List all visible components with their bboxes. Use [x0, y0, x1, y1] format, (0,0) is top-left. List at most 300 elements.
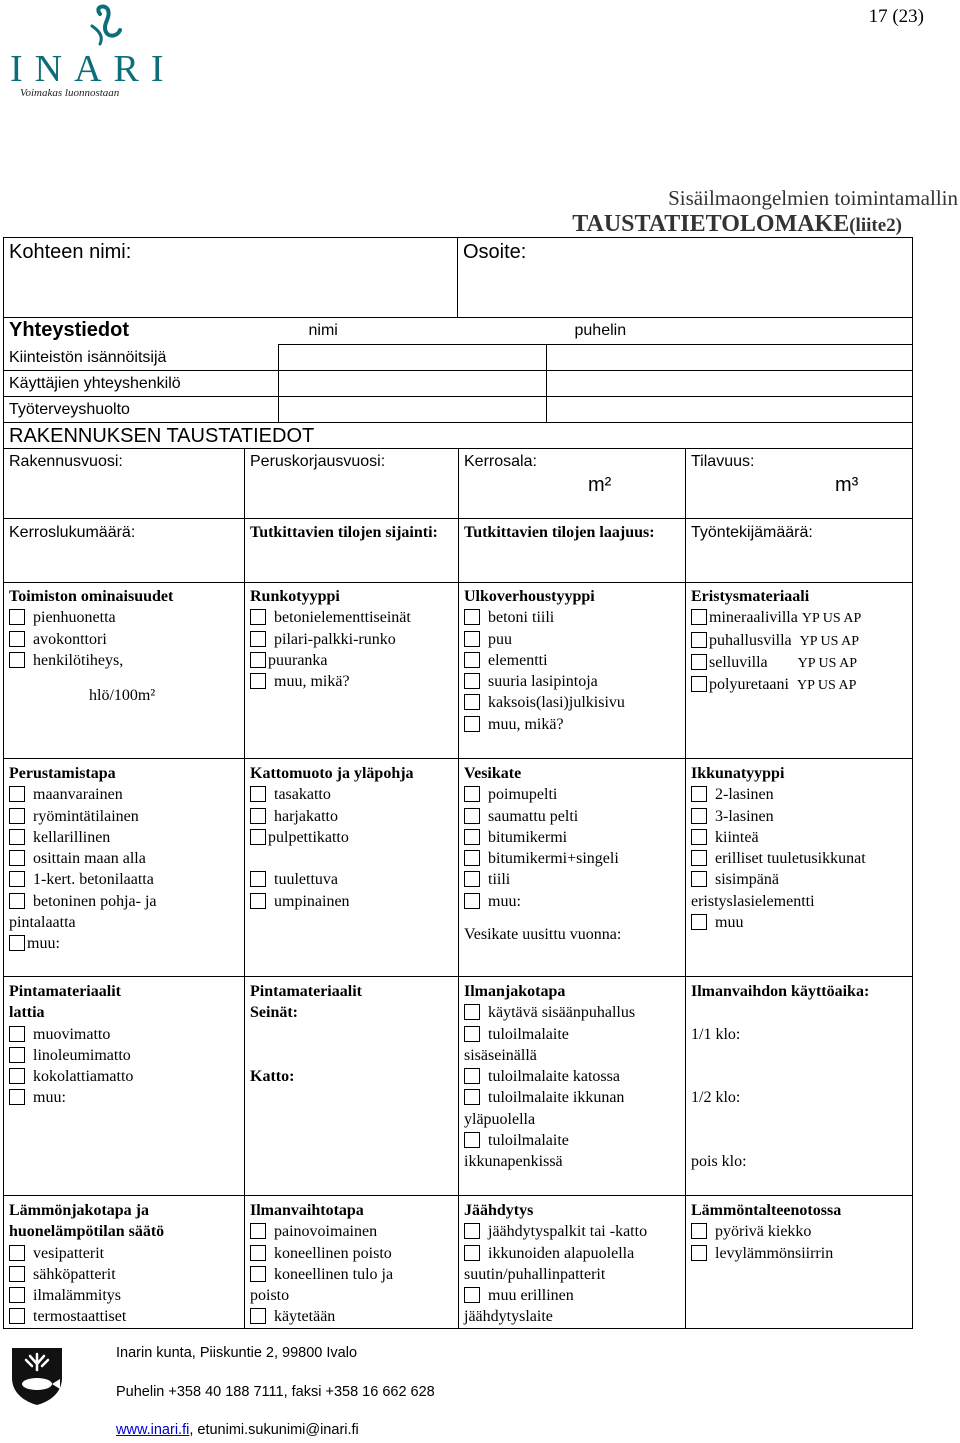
- osoite-cell[interactable]: [458, 238, 913, 318]
- checkbox-icon[interactable]: [9, 786, 25, 802]
- pintalattia-cell: [4, 977, 245, 1196]
- option-label: tuloilmalaite: [488, 1132, 569, 1150]
- checkbox-icon[interactable]: [464, 893, 480, 909]
- checkbox-icon[interactable]: [691, 871, 707, 887]
- option-label: betoninen pohja- ja: [33, 892, 157, 910]
- checkbox-option[interactable]: [464, 714, 680, 735]
- checkbox-icon[interactable]: [691, 786, 707, 802]
- option-label-cont: ikkunapenkissä: [464, 1153, 563, 1171]
- option-label: puuranka: [268, 651, 328, 669]
- checkbox-option[interactable]: [691, 652, 907, 674]
- option-label: elementti: [488, 651, 548, 669]
- pintaseina-cell[interactable]: [245, 977, 459, 1196]
- option-label: ryömintätilainen: [33, 807, 139, 825]
- contacts-col-phone: [547, 318, 913, 345]
- option-label: saumattu pelti: [488, 807, 579, 825]
- checkbox-icon[interactable]: [9, 609, 25, 625]
- checkbox-icon[interactable]: [691, 1245, 707, 1261]
- checkbox-option[interactable]: [250, 629, 453, 650]
- option-label: pilari-palkki-runko: [274, 630, 396, 648]
- footer-web-link[interactable]: www.inari.fi: [116, 1422, 190, 1438]
- option-label: muu, mikä?: [274, 673, 350, 691]
- option-label: levylämmönsiirrin: [715, 1244, 834, 1262]
- option-label: koneellinen poisto: [274, 1244, 392, 1262]
- perustamistapa-title: Perustamistapa: [9, 765, 116, 782]
- pintalattia-title: Pintamateriaalit: [9, 983, 121, 1000]
- lammonjako-title: Lämmönjakotapa ja: [9, 1202, 150, 1219]
- pintalattia-subtitle: lattia: [9, 1004, 45, 1022]
- contact-name-field[interactable]: [279, 371, 547, 397]
- checkbox-icon[interactable]: [250, 1223, 266, 1239]
- checkbox-icon[interactable]: [250, 1308, 266, 1324]
- contacts-col-name: [279, 318, 547, 345]
- contacts-table: [3, 317, 913, 423]
- checkbox-icon[interactable]: [250, 808, 266, 824]
- checkbox-icon[interactable]: [9, 850, 25, 866]
- option-label: suuria lasipintoja: [488, 673, 598, 691]
- checkbox-icon[interactable]: [464, 1223, 480, 1239]
- checkbox-option[interactable]: [691, 630, 907, 652]
- form-title: [572, 211, 902, 238]
- contact-phone-field[interactable]: [547, 345, 913, 371]
- checkbox-icon[interactable]: [9, 1068, 25, 1084]
- form-subtitle: Sisäilmaongelmien toimintamallin: [668, 186, 958, 210]
- checkbox-option[interactable]: [464, 1024, 680, 1045]
- ilmanvaihtoaika-title: Ilmanvaihdon käyttöaika:: [691, 983, 870, 1000]
- checkbox-option[interactable]: [250, 1243, 453, 1264]
- checkbox-icon[interactable]: [9, 871, 25, 887]
- checkbox-option[interactable]: [9, 848, 239, 869]
- option-label: pyörivä kiekko: [715, 1223, 812, 1241]
- option-label-cont: pintalaatta: [9, 914, 76, 932]
- checkbox-option[interactable]: [464, 784, 680, 805]
- runko-title: Runkotyyppi: [250, 588, 340, 605]
- col-phone-label: puhelin: [574, 322, 627, 339]
- option-label: muu:: [488, 892, 521, 910]
- checkbox-icon[interactable]: [250, 609, 266, 625]
- option-label: erilliset tuuletusikkunat: [715, 850, 866, 868]
- checkbox-option[interactable]: [464, 848, 680, 869]
- checkbox-option[interactable]: [9, 891, 239, 912]
- runko-cell: [245, 583, 459, 759]
- option-label: painovoimainen: [274, 1223, 378, 1241]
- checkbox-option[interactable]: [464, 1285, 680, 1306]
- lammontalteenotto-title: Lämmöntalteenotossa: [691, 1202, 842, 1219]
- checkbox-icon[interactable]: [464, 1245, 480, 1261]
- form-title-main: TAUSTATIETOLOMAKE: [572, 211, 850, 237]
- ilmanvaihto-title: Ilmanvaihtotapa: [250, 1202, 364, 1219]
- option-label: muu, mikä?: [488, 715, 564, 733]
- checkbox-option[interactable]: [464, 827, 680, 848]
- option-label: tuloilmalaite katossa: [488, 1068, 620, 1086]
- option-label: betonielementtiseinät: [274, 609, 411, 627]
- checkbox-option[interactable]: [250, 607, 453, 628]
- lammonjako-cell: [4, 1196, 245, 1329]
- checkbox-icon[interactable]: [250, 1266, 266, 1282]
- checkbox-option[interactable]: [9, 1285, 239, 1306]
- checkbox-icon[interactable]: [250, 1245, 266, 1261]
- option-label: polyuretaani: [709, 676, 789, 694]
- rakennusvuosi-cell[interactable]: [4, 449, 245, 519]
- checkbox-icon[interactable]: [9, 1287, 25, 1303]
- eristys-cell: [686, 583, 913, 759]
- schedule-half-label: 1/2 klo:: [691, 1089, 741, 1107]
- sijainti-label: Tutkittavien tilojen sijainti:: [250, 524, 438, 541]
- tilavuus-label: Tilavuus:: [691, 453, 755, 470]
- checkbox-option[interactable]: [9, 1066, 239, 1087]
- checkbox-icon[interactable]: [464, 694, 480, 710]
- checkbox-option[interactable]: [250, 806, 453, 827]
- tyontekijamaara-cell[interactable]: [686, 519, 913, 583]
- checkbox-option[interactable]: [9, 784, 239, 805]
- checkbox-icon[interactable]: [9, 893, 25, 909]
- kerrosala-cell[interactable]: [459, 449, 686, 519]
- checkbox-icon[interactable]: [250, 829, 266, 845]
- option-label: käytävä sisäänpuhallus: [488, 1004, 636, 1022]
- checkbox-icon[interactable]: [9, 808, 25, 824]
- checkbox-option[interactable]: [250, 1306, 453, 1327]
- checkbox-option[interactable]: [250, 1264, 453, 1285]
- checkbox-option[interactable]: [9, 1045, 239, 1066]
- option-label: 2-lasinen: [715, 786, 774, 804]
- checkbox-icon[interactable]: [9, 631, 25, 647]
- kerroslukumaara-cell[interactable]: [4, 519, 245, 583]
- checkbox-icon[interactable]: [464, 673, 480, 689]
- option-label: harjakatto: [274, 807, 338, 825]
- checkbox-option[interactable]: [9, 1306, 239, 1327]
- contact-row-label: [4, 371, 279, 397]
- checkbox-option[interactable]: [9, 933, 239, 954]
- checkbox-icon[interactable]: [9, 935, 25, 951]
- checkbox-icon[interactable]: [464, 1089, 480, 1105]
- option-label: käytetään: [274, 1308, 336, 1326]
- contacts-heading-cell: [4, 318, 279, 345]
- checkbox-icon[interactable]: [464, 850, 480, 866]
- perustamistapa-cell: [4, 759, 245, 977]
- checkbox-icon[interactable]: [9, 1308, 25, 1324]
- henkilotiheys-unit: hlö/100m²: [89, 687, 156, 705]
- option-label-cont: jäähdytyslaite: [464, 1308, 553, 1326]
- option-label-cont: suutin/puhallinpatterit: [464, 1265, 606, 1283]
- option-label-cont: yläpuolella: [464, 1110, 536, 1128]
- peruskorjausvuosi-label: Peruskorjausvuosi:: [250, 453, 386, 470]
- option-label: linoleumimatto: [33, 1046, 131, 1064]
- checkbox-option[interactable]: [691, 806, 907, 827]
- checkbox-icon[interactable]: [464, 1132, 480, 1148]
- option-label: tuloilmalaite ikkunan: [488, 1089, 625, 1107]
- checkbox-icon[interactable]: [691, 914, 707, 930]
- tilavuus-cell[interactable]: [686, 449, 913, 519]
- checkbox-icon[interactable]: [691, 609, 707, 625]
- checkbox-icon[interactable]: [464, 1004, 480, 1020]
- option-label: termostaattiset: [33, 1308, 127, 1326]
- checkbox-icon[interactable]: [691, 1223, 707, 1239]
- row-tyoterveys: Työterveyshuolto: [9, 401, 130, 418]
- checkbox-option[interactable]: [9, 1243, 239, 1264]
- checkbox-icon[interactable]: [464, 1068, 480, 1084]
- checkbox-icon[interactable]: [250, 786, 266, 802]
- checkbox-option[interactable]: [691, 1243, 907, 1264]
- option-label: avokonttori: [33, 630, 107, 648]
- katto-title: Kattomuoto ja yläpohja: [250, 765, 414, 782]
- checkbox-icon[interactable]: [250, 631, 266, 647]
- option-label: ilmalämmitys: [33, 1287, 121, 1305]
- option-label: ikkunoiden alapuolella: [488, 1244, 635, 1262]
- checkbox-icon[interactable]: [464, 631, 480, 647]
- lammontalteenotto-cell: [686, 1196, 913, 1329]
- checkbox-option[interactable]: [464, 806, 680, 827]
- option-label: sähköpatterit: [33, 1265, 116, 1283]
- checkbox-icon[interactable]: [9, 1266, 25, 1282]
- page-number: 17 (23): [868, 6, 924, 27]
- checkbox-icon[interactable]: [250, 652, 266, 668]
- ilmanvaihto-cell: [245, 1196, 459, 1329]
- seinat-label: Seinät:: [250, 1004, 298, 1022]
- peruskorjausvuosi-cell[interactable]: [245, 449, 459, 519]
- yp-us-ap-options[interactable]: YP US AP: [797, 655, 858, 671]
- m2-unit: m²: [588, 474, 612, 496]
- checkbox-icon[interactable]: [250, 893, 266, 909]
- option-label: poimupelti: [488, 786, 558, 804]
- checkbox-icon[interactable]: [464, 871, 480, 887]
- checkbox-option[interactable]: [9, 806, 239, 827]
- checkbox-option[interactable]: [250, 891, 453, 912]
- checkbox-option[interactable]: [691, 827, 907, 848]
- checkbox-icon[interactable]: [464, 1287, 480, 1303]
- option-label: bitumikermi+singeli: [488, 850, 619, 868]
- option-label: muovimatto: [33, 1025, 111, 1043]
- checkbox-option[interactable]: [464, 1002, 680, 1023]
- target-table: [3, 237, 913, 318]
- kerrosala-label: Kerrosala:: [464, 453, 537, 470]
- option-label: muu erillinen: [488, 1287, 574, 1305]
- form-title-suffix: (liite2): [849, 215, 902, 236]
- katto-cell: [245, 759, 459, 977]
- checkbox-icon[interactable]: [464, 829, 480, 845]
- ulkoverhous-title: Ulkoverhoustyyppi: [464, 588, 595, 605]
- ilmanjako-title: Ilmanjakotapa: [464, 983, 566, 1000]
- lammonjako-title-cont: huonelämpötilan säätö: [9, 1223, 165, 1241]
- logo-wordmark: INARI: [10, 48, 176, 90]
- pintaseina-title: Pintamateriaalit: [250, 983, 362, 1000]
- checkbox-option[interactable]: [691, 848, 907, 869]
- osoite-label: Osoite:: [463, 241, 527, 263]
- option-label: kaksois(lasi)julkisivu: [488, 694, 625, 712]
- contact-name-field[interactable]: [279, 345, 547, 371]
- logo-slogan: Voimakas luonnostaan: [20, 87, 120, 96]
- rakennusvuosi-label: Rakennusvuosi:: [9, 453, 123, 470]
- kohde-cell[interactable]: [4, 238, 458, 318]
- option-label: bitumikermi: [488, 828, 568, 846]
- checkbox-option[interactable]: [9, 650, 239, 671]
- option-label: betoni tiili: [488, 609, 555, 627]
- checkbox-icon[interactable]: [250, 673, 266, 689]
- checkbox-option[interactable]: [464, 650, 680, 671]
- option-label: muu:: [27, 935, 60, 953]
- option-label: kellarillinen: [33, 828, 111, 846]
- checkbox-option[interactable]: [250, 1221, 453, 1242]
- option-label: puhallusvilla: [709, 631, 792, 649]
- col-name-label: nimi: [308, 322, 338, 339]
- ilmanvaihtoaika-cell[interactable]: [686, 977, 913, 1196]
- checkbox-option[interactable]: [464, 1243, 680, 1264]
- building-heading-cell: [4, 423, 913, 449]
- option-label-cont: eristyslasielementti: [691, 892, 815, 910]
- jaahdytys-cell: [459, 1196, 686, 1329]
- checkbox-option[interactable]: [9, 827, 239, 848]
- checkbox-option[interactable]: [9, 1264, 239, 1285]
- inari-logo: [8, 4, 188, 96]
- vesikate-cell: [459, 759, 686, 977]
- option-label: muu:: [33, 1089, 66, 1107]
- checkbox-option[interactable]: [691, 869, 907, 890]
- checkbox-option[interactable]: [9, 1087, 239, 1108]
- yp-us-ap-options[interactable]: YP US AP: [799, 633, 860, 649]
- option-label-cont: sisäseinällä: [464, 1046, 537, 1064]
- checkbox-option[interactable]: [9, 629, 239, 650]
- footer-phone: Puhelin +358 40 188 7111, faksi +358 16 662 628: [116, 1384, 435, 1400]
- checkbox-icon[interactable]: [9, 1047, 25, 1063]
- option-label: henkilötiheys,: [33, 651, 124, 669]
- contact-phone-field[interactable]: [547, 371, 913, 397]
- row-isannoitsija: Kiinteistön isännöitsijä: [9, 348, 167, 366]
- option-label: 3-lasinen: [715, 807, 774, 825]
- checkbox-option[interactable]: [464, 692, 680, 713]
- ulkoverhous-cell: [459, 583, 686, 759]
- checkbox-icon[interactable]: [464, 808, 480, 824]
- checkbox-option[interactable]: [464, 671, 680, 692]
- option-label: pienhuonetta: [33, 609, 116, 627]
- vesikate-uusittu-label: Vesikate uusittu vuonna:: [464, 926, 622, 944]
- schedule-off-label: pois klo:: [691, 1153, 747, 1171]
- checkbox-icon[interactable]: [9, 1245, 25, 1261]
- inari-crest-icon: [8, 1344, 66, 1406]
- checkbox-option[interactable]: [250, 671, 453, 692]
- checkbox-icon[interactable]: [9, 1026, 25, 1042]
- checkbox-icon[interactable]: [9, 829, 25, 845]
- checkbox-icon[interactable]: [691, 632, 707, 648]
- checkbox-option[interactable]: [464, 607, 680, 628]
- option-label: tasakatto: [274, 786, 331, 804]
- checkbox-option[interactable]: [691, 784, 907, 805]
- jaahdytys-title: Jäähdytys: [464, 1202, 534, 1219]
- checkbox-option[interactable]: [9, 869, 239, 890]
- option-label: selluvilla: [709, 653, 768, 671]
- contact-row-label: [4, 397, 279, 423]
- option-label: pulpettikatto: [268, 828, 349, 846]
- option-label: osittain maan alla: [33, 850, 146, 868]
- schedule-full-label: 1/1 klo:: [691, 1025, 741, 1043]
- checkbox-icon[interactable]: [250, 871, 266, 887]
- option-label: jäähdytyspalkit tai -katto: [488, 1223, 648, 1241]
- option-label: kiinteä: [715, 828, 759, 846]
- checkbox-icon[interactable]: [691, 654, 707, 670]
- footer-contact: [116, 1422, 359, 1438]
- checkbox-option[interactable]: [691, 1221, 907, 1242]
- ikkuna-title: Ikkunatyyppi: [691, 765, 785, 782]
- option-label: umpinainen: [274, 892, 350, 910]
- checkbox-option[interactable]: [464, 1130, 680, 1151]
- toimisto-title: Toimiston ominaisuudet: [9, 588, 174, 605]
- tyontekijamaara-label: Työntekijämäärä:: [691, 524, 813, 541]
- option-label-cont: poisto: [250, 1287, 290, 1305]
- option-label: puu: [488, 630, 512, 648]
- toimisto-cell: [4, 583, 245, 759]
- checkbox-option[interactable]: [691, 607, 907, 629]
- katto-label: Katto:: [250, 1068, 295, 1086]
- option-label: tuloilmalaite: [488, 1025, 569, 1043]
- ikkuna-cell: [686, 759, 913, 977]
- checkbox-option[interactable]: [464, 869, 680, 890]
- option-label: tiili: [488, 871, 511, 889]
- checkbox-option[interactable]: [250, 827, 453, 848]
- checkbox-icon[interactable]: [691, 808, 707, 824]
- checkbox-option[interactable]: [691, 912, 907, 933]
- contacts-heading: Yhteystiedot: [9, 319, 130, 341]
- checkbox-option[interactable]: [464, 891, 680, 912]
- checkbox-icon[interactable]: [9, 1089, 25, 1105]
- checkbox-option[interactable]: [250, 650, 453, 671]
- yp-us-ap-options[interactable]: YP US AP: [796, 678, 857, 694]
- row-yhteyshenkilo: Käyttäjien yhteyshenkilö: [9, 375, 181, 392]
- checkbox-option[interactable]: [464, 1221, 680, 1242]
- option-label: tuulettuva: [274, 871, 338, 889]
- checkbox-icon[interactable]: [691, 850, 707, 866]
- option-label: sisimpänä: [715, 871, 779, 889]
- checkbox-option[interactable]: [9, 607, 239, 628]
- checkbox-icon[interactable]: [464, 652, 480, 668]
- checkbox-option[interactable]: [464, 1066, 680, 1087]
- option-label: maanvarainen: [33, 786, 123, 804]
- checkbox-option[interactable]: [250, 869, 453, 890]
- footer-address: Inarin kunta, Piiskuntie 2, 99800 Ivalo: [116, 1345, 358, 1361]
- building-heading: RAKENNUKSEN TAUSTATIEDOT: [9, 425, 315, 447]
- yp-us-ap-options[interactable]: YP US AP: [801, 611, 862, 627]
- checkbox-icon[interactable]: [464, 1026, 480, 1042]
- m3-unit: m³: [835, 474, 859, 496]
- option-label: muu: [715, 914, 744, 932]
- contact-name-field[interactable]: [279, 397, 547, 423]
- option-label: koneellinen tulo ja: [274, 1265, 394, 1283]
- laajuus-cell[interactable]: [459, 519, 686, 583]
- checkbox-option[interactable]: [9, 1024, 239, 1045]
- checkbox-icon[interactable]: [464, 716, 480, 732]
- checkbox-option[interactable]: [250, 784, 453, 805]
- checkbox-icon[interactable]: [691, 829, 707, 845]
- checkbox-icon[interactable]: [464, 786, 480, 802]
- checkbox-icon[interactable]: [691, 676, 707, 692]
- contact-phone-field[interactable]: [547, 397, 913, 423]
- checkbox-icon[interactable]: [9, 652, 25, 668]
- checkbox-option[interactable]: [464, 1087, 680, 1108]
- checkbox-icon[interactable]: [464, 609, 480, 625]
- eristys-title: Eristysmateriaali: [691, 588, 810, 605]
- checkbox-option[interactable]: [691, 674, 907, 696]
- sijainti-cell[interactable]: [245, 519, 459, 583]
- option-label: mineraalivilla: [709, 609, 798, 627]
- option-label: 1-kert. betonilaatta: [33, 871, 154, 889]
- footer-email: , etunimi.sukunimi@inari.fi: [189, 1422, 359, 1438]
- kohde-label: Kohteen nimi:: [9, 241, 132, 263]
- vesikate-title: Vesikate: [464, 765, 522, 782]
- kerroslukumaara-label: Kerroslukumäärä:: [9, 524, 136, 541]
- checkbox-option[interactable]: [464, 629, 680, 650]
- building-table: [3, 422, 913, 1329]
- ilmanjako-cell: [459, 977, 686, 1196]
- contact-row-label: [4, 345, 279, 371]
- laajuus-label: Tutkittavien tilojen laajuus:: [464, 524, 655, 541]
- option-label: vesipatterit: [33, 1244, 105, 1262]
